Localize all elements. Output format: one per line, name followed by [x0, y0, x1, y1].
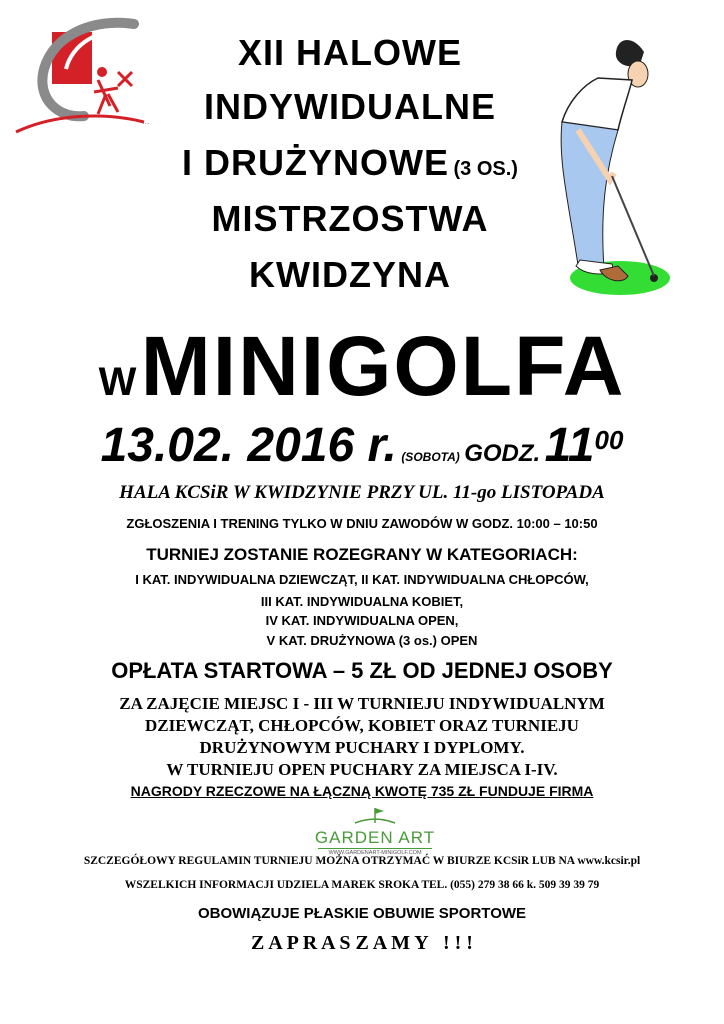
prize-line-1: ZA ZAJĘCIE MIEJSC I - III W TURNIEJU INDYWIDUALNYM	[119, 694, 605, 713]
category-line-3: IV KAT. INDYWIDUALNA OPEN,	[265, 613, 459, 628]
title-line-5: KWIDZYNA	[249, 254, 451, 295]
title-line-3-text: I DRUŻYNOWE	[182, 142, 450, 183]
svg-text:...: ...	[142, 116, 150, 126]
headline	[0, 318, 724, 415]
title-line-4: MISTRZOSTWA	[211, 198, 489, 239]
date-time-label: GODZ.	[464, 440, 541, 467]
date-text: 13.02. 2016 r.	[100, 419, 397, 472]
title-line-1: XII HALOWE	[238, 32, 462, 73]
entry-fee: OPŁATA STARTOWA – 5 ZŁ OD JEDNEJ OSOBY	[111, 658, 613, 683]
headline-prefix: W	[98, 360, 137, 404]
kcsir-logo	[14, 14, 164, 139]
title-line-3-note: (3 OS.)	[453, 158, 518, 180]
rules-note: SZCZEGÓŁOWY REGULAMIN TURNIEJU MOŻNA OTRZYMAĆ W BIURZE KCSiR LUB NA www.kcsir.pl	[83, 855, 641, 867]
category-line-4: V KAT. DRUŻYNOWA (3 os.) OPEN	[266, 633, 478, 648]
venue: HALA KCSiR W KWIDZYNIE PRZY UL. 11-go LISTOPADA	[119, 482, 605, 503]
garden-art-url: WWW.GARDENART-MINIGOLF.COM	[318, 848, 432, 857]
garden-art-name: GARDEN ART	[314, 828, 436, 847]
garden-art-logo	[310, 806, 440, 858]
prize-line-4: W TURNIEJU OPEN PUCHARY ZA MIEJSCA I-IV.	[166, 760, 558, 779]
prize-line-3: DRUŻYNOWYM PUCHARY I DYPLOMY.	[199, 738, 525, 757]
prize-line-2: DZIEWCZĄT, CHŁOPCÓW, KOBIET ORAZ TURNIEJU	[145, 716, 579, 735]
title-line-3	[100, 142, 600, 184]
date-day: (SOBOTA)	[401, 450, 460, 464]
registration-note: ZGŁOSZENIA I TRENING TYLKO W DNIU ZAWODÓW W GODZ. 10:00 – 10:50	[126, 516, 598, 531]
category-line-1: I KAT. INDYWIDUALNA DZIEWCZĄT, II KAT. INDYWIDUALNA CHŁOPCÓW,	[135, 572, 589, 587]
title-line-2: INDYWIDUALNE	[204, 86, 496, 127]
footwear-note: OBOWIĄZUJE PŁASKIE OBUWIE SPORTOWE	[197, 905, 527, 922]
categories-heading: TURNIEJ ZOSTANIE ROZEGRANY W KATEGORIACH:	[146, 545, 578, 564]
date-minutes: 00	[594, 424, 624, 455]
date-hour: 11	[544, 419, 595, 472]
contact-note: WSZELKICH INFORMACJI UDZIELA MAREK SROKA TEL. (055) 279 38 66 k. 509 39 39 79	[124, 879, 600, 891]
headline-main: MINIGOLFA	[140, 319, 626, 413]
invitation: Z A P R A S Z A M Y ! ! !	[251, 932, 473, 954]
category-line-2: III KAT. INDYWIDUALNA KOBIET,	[260, 594, 464, 609]
event-date	[0, 418, 724, 473]
sponsor-prize-line: NAGRODY RZECZOWE NA ŁĄCZNĄ KWOTĘ 735 ZŁ FUNDUJE FIRMA	[130, 783, 594, 799]
golf-flag-icon	[310, 806, 440, 824]
